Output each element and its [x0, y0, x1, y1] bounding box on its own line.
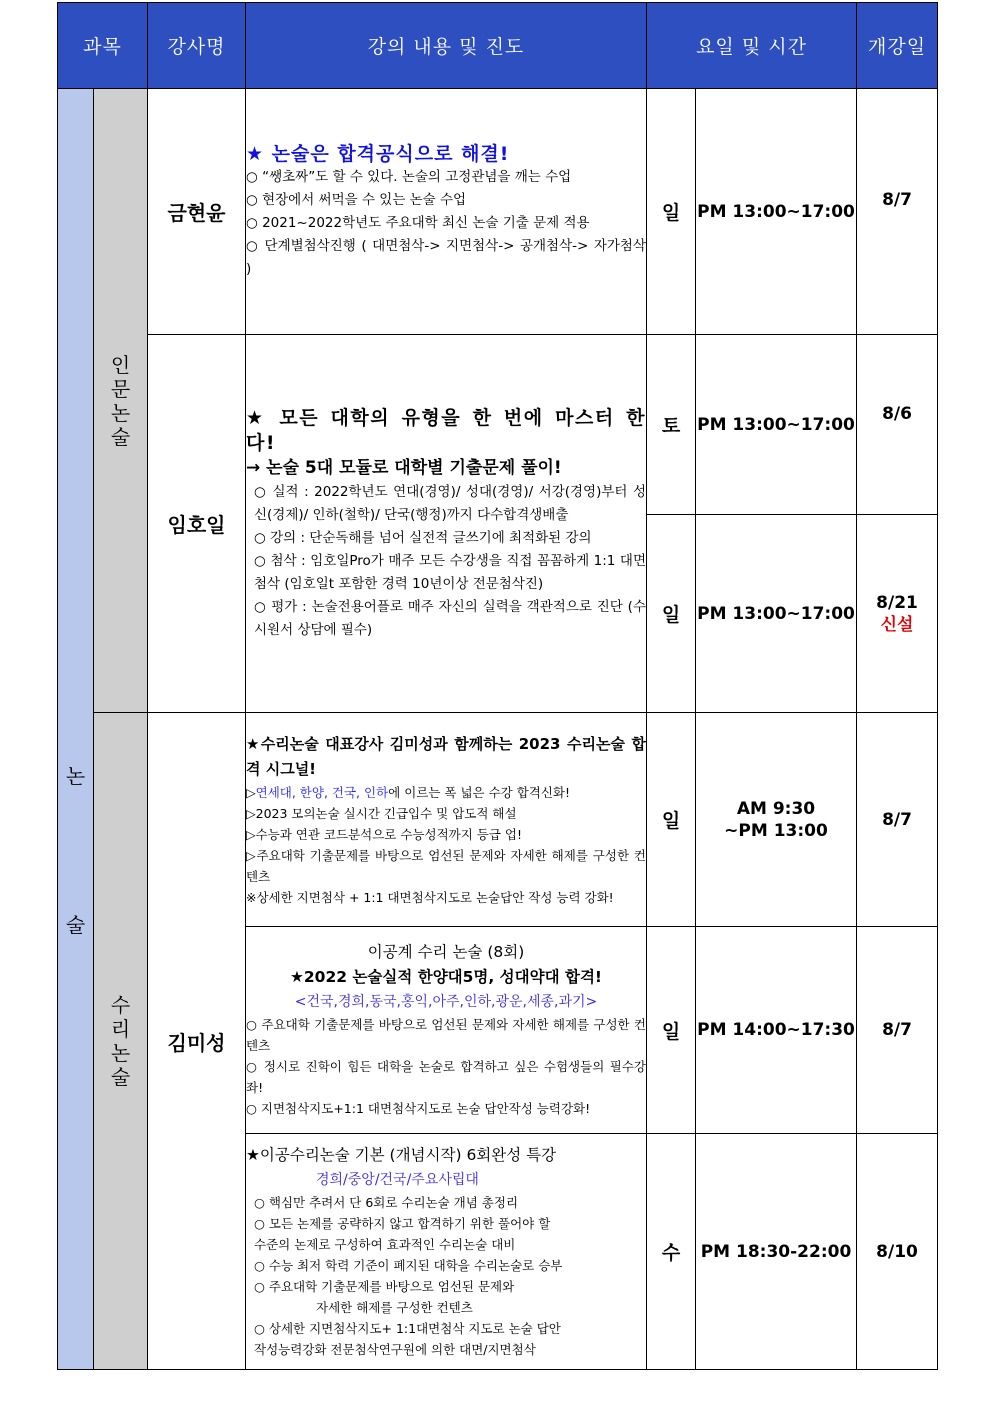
subject-math-label: 수리논술	[110, 993, 131, 1089]
course-day: 토	[647, 335, 696, 515]
table-row	[58, 89, 938, 335]
course-line: ○ 2021~2022학년도 주요대학 최신 논술 기출 문제 적용	[246, 214, 590, 231]
subject-main-top: 논	[65, 764, 86, 788]
course-description	[246, 89, 647, 335]
course-day: 일	[647, 89, 696, 335]
subject-main-bottom: 술	[65, 913, 86, 937]
course-line: ○ 주요대학 기출문제를 바탕으로 엄선된 문제와 자세한 해제를 구성한 컨텐츠	[246, 1017, 646, 1053]
course-description	[246, 335, 647, 713]
course-line: ※상세한 지면첨삭 + 1:1 대면첨삭지도로 논술답안 작성 능력 강화!	[246, 889, 614, 905]
course-line: ▷수능과 연관 코드분석으로 수능성적까지 등급 업!	[246, 826, 522, 842]
subject-main-cell	[58, 89, 94, 1370]
header-content: 강의 내용 및 진도	[246, 3, 647, 89]
course-line: ▷주요대학 기출문제를 바탕으로 엄선된 문제와 자세한 해제를 구성한 컨텐츠	[246, 847, 646, 884]
course-line: 자세한 해제를 구성한 컨텐츠	[316, 1299, 473, 1315]
course-schools: <건국,경희,동국,홍익,아주,인하,광운,세종,과기>	[294, 994, 598, 1010]
course-headline: ★이공수리논술 기본 (개념시작) 6회완성 특강	[246, 1145, 557, 1164]
course-line: ○ 정시로 진학이 힘든 대학을 논술로 합격하고 싶은 수험생들의 필수강좌!	[246, 1059, 646, 1095]
teacher-name: 김미성	[148, 713, 246, 1370]
course-description	[246, 1134, 647, 1370]
course-title: 이공계 수리 논술 (8회)	[367, 943, 525, 961]
subject-humanities-cell	[94, 89, 148, 713]
course-line: ○ “쌩초짜”도 할 수 있다. 논술의 고정관념을 깨는 수업	[246, 168, 572, 185]
school-names: 연세대, 한양, 건국, 인하	[255, 784, 389, 800]
course-schools: 경희/중앙/건국/주요사립대	[316, 1171, 479, 1188]
course-day: 일	[647, 713, 696, 927]
course-line	[246, 782, 646, 803]
course-time: PM 13:00~17:00	[696, 335, 857, 515]
course-line: ○ 실적 : 2022학년도 연대(경영)/ 성대(경영)/ 서강(경영)부터 성신(경제)/ 인하(철학)/ 단국(행정)까지 다수합격생배출	[254, 483, 646, 523]
course-description	[246, 927, 647, 1134]
start-date: 8/10	[857, 1134, 938, 1370]
start-date-cell	[857, 515, 938, 713]
course-headline: ★2022 논술실적 한양대5명, 성대약대 합격!	[290, 968, 602, 986]
course-line: 수준의 논제로 구성하여 효과적인 수리논술 대비	[254, 1236, 516, 1252]
course-line: ○ 첨삭 : 임호일Pro가 매주 모든 수강생을 직접 꼼꼼하게 1:1 대면첨삭 (임호일t 포함한 경력 10년이상 전문첨삭진)	[254, 552, 646, 592]
course-day: 일	[647, 927, 696, 1134]
course-time-cell	[696, 713, 857, 927]
course-line: ○ 상세한 지면첨삭지도+ 1:1대면첨삭 지도로 논술 답안	[254, 1320, 561, 1336]
bullet: ▷	[246, 784, 256, 800]
subject-humanities-label: 인문논술	[110, 352, 131, 449]
course-time-start: AM 9:30	[736, 798, 816, 819]
course-day: 일	[647, 515, 696, 713]
course-line: ○ 강의 : 단순독해를 넘어 실전적 글쓰기에 최적화된 강의	[254, 529, 592, 546]
header-row	[58, 3, 938, 89]
table-row	[58, 335, 938, 515]
course-line-text: 에 이르는 폭 넓은 수강 합격신화!	[388, 784, 571, 800]
start-date: 8/7	[857, 89, 938, 335]
course-time: PM 18:30-22:00	[696, 1134, 857, 1370]
course-line: ▷2023 모의논술 실시간 긴급입수 및 압도적 해설	[246, 805, 517, 821]
course-time-end: ~PM 13:00	[724, 820, 828, 841]
course-line: ○ 지면첨삭지도+1:1 대면첨삭지도로 논술 답안작성 능력강화!	[246, 1101, 591, 1116]
course-subheadline: → 논술 5대 모듈로 대학별 기출문제 풀이!	[246, 457, 562, 478]
course-headline: ★ 모든 대학의 유형을 한 번에 마스터 한다!	[246, 406, 646, 454]
new-badge: 신설	[880, 614, 914, 635]
course-line: ○ 단계별첨삭진행 ( 대면첨삭-> 지면첨삭-> 공개첨삭-> 자가첨삭 )	[246, 237, 646, 277]
lecture-schedule-table	[57, 2, 938, 1370]
header-subject: 과목	[58, 3, 148, 89]
start-date: 8/7	[857, 713, 938, 927]
course-time: PM 14:00~17:30	[696, 927, 857, 1134]
course-line: ○ 수능 최저 학력 기준이 폐지된 대학을 수리논술로 승부	[254, 1257, 563, 1273]
course-description	[246, 713, 647, 927]
course-headline: ★수리논술 대표강사 김미성과 함께하는 2023 수리논술 합격 시그널!	[246, 734, 646, 778]
header-schedule: 요일 및 시간	[647, 3, 857, 89]
course-headline: ★ 논술은 합격공식으로 해결!	[246, 142, 510, 165]
header-start-date: 개강일	[857, 3, 938, 89]
course-line: ○ 평가 : 논술전용어플로 매주 자신의 실력을 객관적으로 진단 (수시원서 상담에 필수)	[254, 598, 646, 638]
header-teacher: 강사명	[148, 3, 246, 89]
subject-math-cell	[94, 713, 148, 1370]
course-line: ○ 주요대학 기출문제를 바탕으로 엄선된 문제와	[254, 1278, 515, 1294]
teacher-name: 임호일	[148, 335, 246, 713]
course-time: PM 13:00~17:00	[696, 515, 857, 713]
start-date: 8/6	[857, 335, 938, 515]
start-date: 8/7	[857, 927, 938, 1134]
course-line: ○ 모든 논제를 공략하지 않고 합격하기 위한 풀어야 할	[254, 1215, 551, 1231]
course-line: ○ 현장에서 써먹을 수 있는 논술 수업	[246, 191, 467, 208]
course-time: PM 13:00~17:00	[696, 89, 857, 335]
course-line: 작성능력강화 전문첨삭연구원에 의한 대면/지면첨삭	[254, 1341, 536, 1357]
teacher-name: 금현윤	[148, 89, 246, 335]
course-day: 수	[647, 1134, 696, 1370]
start-date: 8/21	[876, 592, 918, 613]
course-line: ○ 핵심만 추려서 단 6회로 수리논술 개념 총정리	[254, 1194, 519, 1210]
table-row	[58, 713, 938, 927]
